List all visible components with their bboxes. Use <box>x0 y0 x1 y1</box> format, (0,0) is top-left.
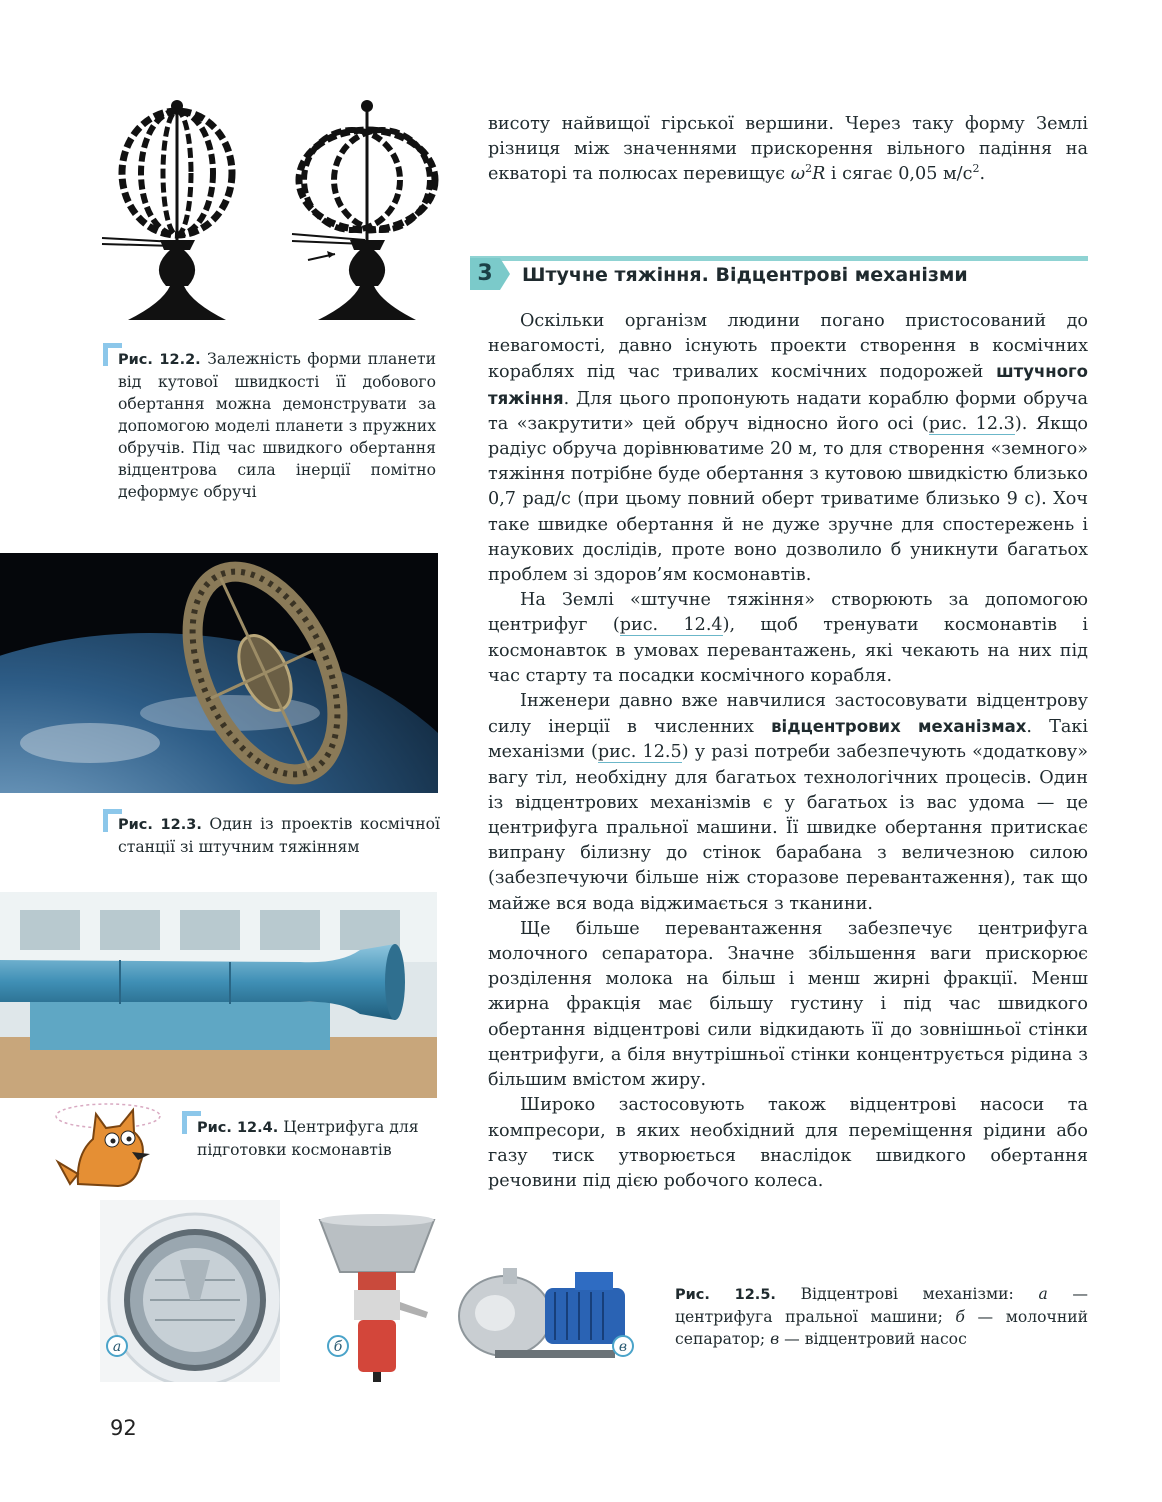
figure-12-3-space-station-photo <box>0 553 438 793</box>
section-title: Штучне тяжіння. Відцентрові механізми <box>522 264 968 286</box>
paragraph <box>488 309 1088 588</box>
hoop-model-slow-icon <box>102 100 232 320</box>
figure-12-2-hoop-models <box>100 98 440 328</box>
page-number: 92 <box>110 1416 137 1440</box>
section-heading-bar <box>470 256 1088 261</box>
figure-reference-link[interactable]: рис. 12.3 <box>928 413 1015 434</box>
caption-text: Залежність форми планети від кутової швидкості її добового обертання можна демонструвати за допомогою моделі планети з пружних обручів. Під час швидкого обертання відцентрова сила інерції помітно деформує обручі <box>118 350 436 501</box>
paragraph <box>488 588 1088 689</box>
superscript: 2 <box>972 162 980 176</box>
figure-reference-link[interactable]: рис. 12.4 <box>619 615 723 636</box>
caption-text: Один із проектів космічної станції зі штучним тяжінням <box>118 815 440 856</box>
caption-fig-12-5 <box>675 1283 1088 1350</box>
caption-label: Рис. 12.3. <box>118 817 202 833</box>
superscript: 2 <box>805 162 813 176</box>
text-run: і сягає 0,05 м/с <box>825 164 973 185</box>
caption-text: Відцентрові механізми: <box>775 1285 1039 1303</box>
section-body <box>488 309 1088 1194</box>
caption-label: Рис. 12.2. <box>118 352 201 368</box>
figure-12-4-centrifuge-photo <box>0 892 437 1098</box>
badge-a: а <box>106 1335 128 1357</box>
text-run: . Для цього пропонують надати кораблю форми обруча та «закрутити» цей обруч відносно його осі ( <box>488 388 1088 434</box>
paragraph: Ще більше перевантаження забезпечує центрифуга молочного сепаратора. Значне збільшення ваги прискорює розділення молока на більш і менш жирні фракції. Менш жирна фракція має більшу густину і під час швидкого обертання відцентрові сили відкидають її до зовнішньої стінки центрифуги, а біля внутрішньої стінки концентрується рідина з більшим вмістом жиру. <box>488 918 1088 1091</box>
caption-text: — молочний сепаратор; <box>675 1308 1088 1348</box>
key-term: відцентрових механізмах <box>771 717 1027 737</box>
caption-text: Центрифуга для підготовки космонавтів <box>197 1118 419 1159</box>
caption-text: — центрифуга пральної машини; <box>675 1285 1088 1326</box>
caption-fig-12-3 <box>118 813 440 858</box>
caption-letter: а <box>1038 1285 1048 1303</box>
text-run: висоту найвищої гірської вершини. Через таку форму Землі різниця між значеннями прискорення вільного падіння на екваторі та полюсах перевищує <box>488 114 1088 185</box>
caption-fig-12-4 <box>197 1116 441 1161</box>
badge-v: в <box>612 1335 634 1357</box>
caption-letter: в <box>770 1330 780 1348</box>
text-run: На Землі «штучне тяжіння» створюють за допомогою центрифуг ( <box>488 590 1088 636</box>
text-run: Оскільки організм людини погано пристосований до невагомості, давно існують проекти створення в космічних кораблях під час тривалих космічних подорожей <box>488 311 1088 383</box>
section-number: 3 <box>470 258 500 290</box>
cartoon-fox-icon <box>48 1094 178 1188</box>
caption-label: Рис. 12.4. <box>197 1120 279 1136</box>
caption-label: Рис. 12.5. <box>675 1287 776 1303</box>
text-run: ) у разі потреби забезпечують «додаткову» вагу тіл, необхідну для багатьох технологічних процесів. Один із відцентрових механізмів є у багатьох із вас удома — це центрифуга пральної машини. Її швидке обертання притискає випрану білизну до стінок барабана з величезною силою (забезпечуючи більше ніж сторазове перевантаження), так що майже вся вода віджимається з тканини. <box>488 742 1089 914</box>
caption-letter: б <box>955 1308 965 1326</box>
paragraph-continuation <box>488 112 1088 188</box>
text-run: ). Якщо радіус обруча дорівнюватиме 20 м, то для створення «земного» тяжіння потрібне буде обертання з кутовою швидкістю близько 0,7 рад/с (при цьому повний оберт триватиме близько 9 с). Хоч таке швидке обертання й не дуже зручне для спостережень і наукових дослідів, проте воно дозволило б уникнути багатьох проблем зі здоров’ям космонавтів. <box>488 413 1088 586</box>
text-run: ), щоб тренувати космонавтів і космонавток в умовах перевантажень, які чекають на них під час старту та посадки космічного корабля. <box>488 615 1088 686</box>
text-run: Інженери давно вже навчилися застосовувати відцентрову силу інерції в численних <box>488 691 1088 738</box>
caption-text: — відцентровий насос <box>779 1330 967 1348</box>
paragraph: Широко застосовують також відцентрові насоси та компресори, в яких необхідний для переміщення рідини або газу тиск утворюється внаслідок швидкого обертання речовини під дією робочого колеса. <box>488 1095 1088 1191</box>
figure-reference-link[interactable]: рис. 12.5 <box>597 742 682 763</box>
hoop-model-fast-icon <box>292 100 435 320</box>
figure-12-5a-washing-drum-photo <box>100 1200 280 1382</box>
text-run: . Такі механізми ( <box>488 717 1088 763</box>
badge-b: б <box>327 1335 349 1357</box>
paragraph <box>488 689 1088 917</box>
omega-symbol: ω <box>790 164 806 185</box>
key-term: штучного тяжіння <box>488 362 1088 408</box>
caption-fig-12-2 <box>118 348 436 503</box>
text-run: . <box>979 164 986 185</box>
section-heading <box>470 256 1088 292</box>
radius-symbol: R <box>812 164 826 185</box>
